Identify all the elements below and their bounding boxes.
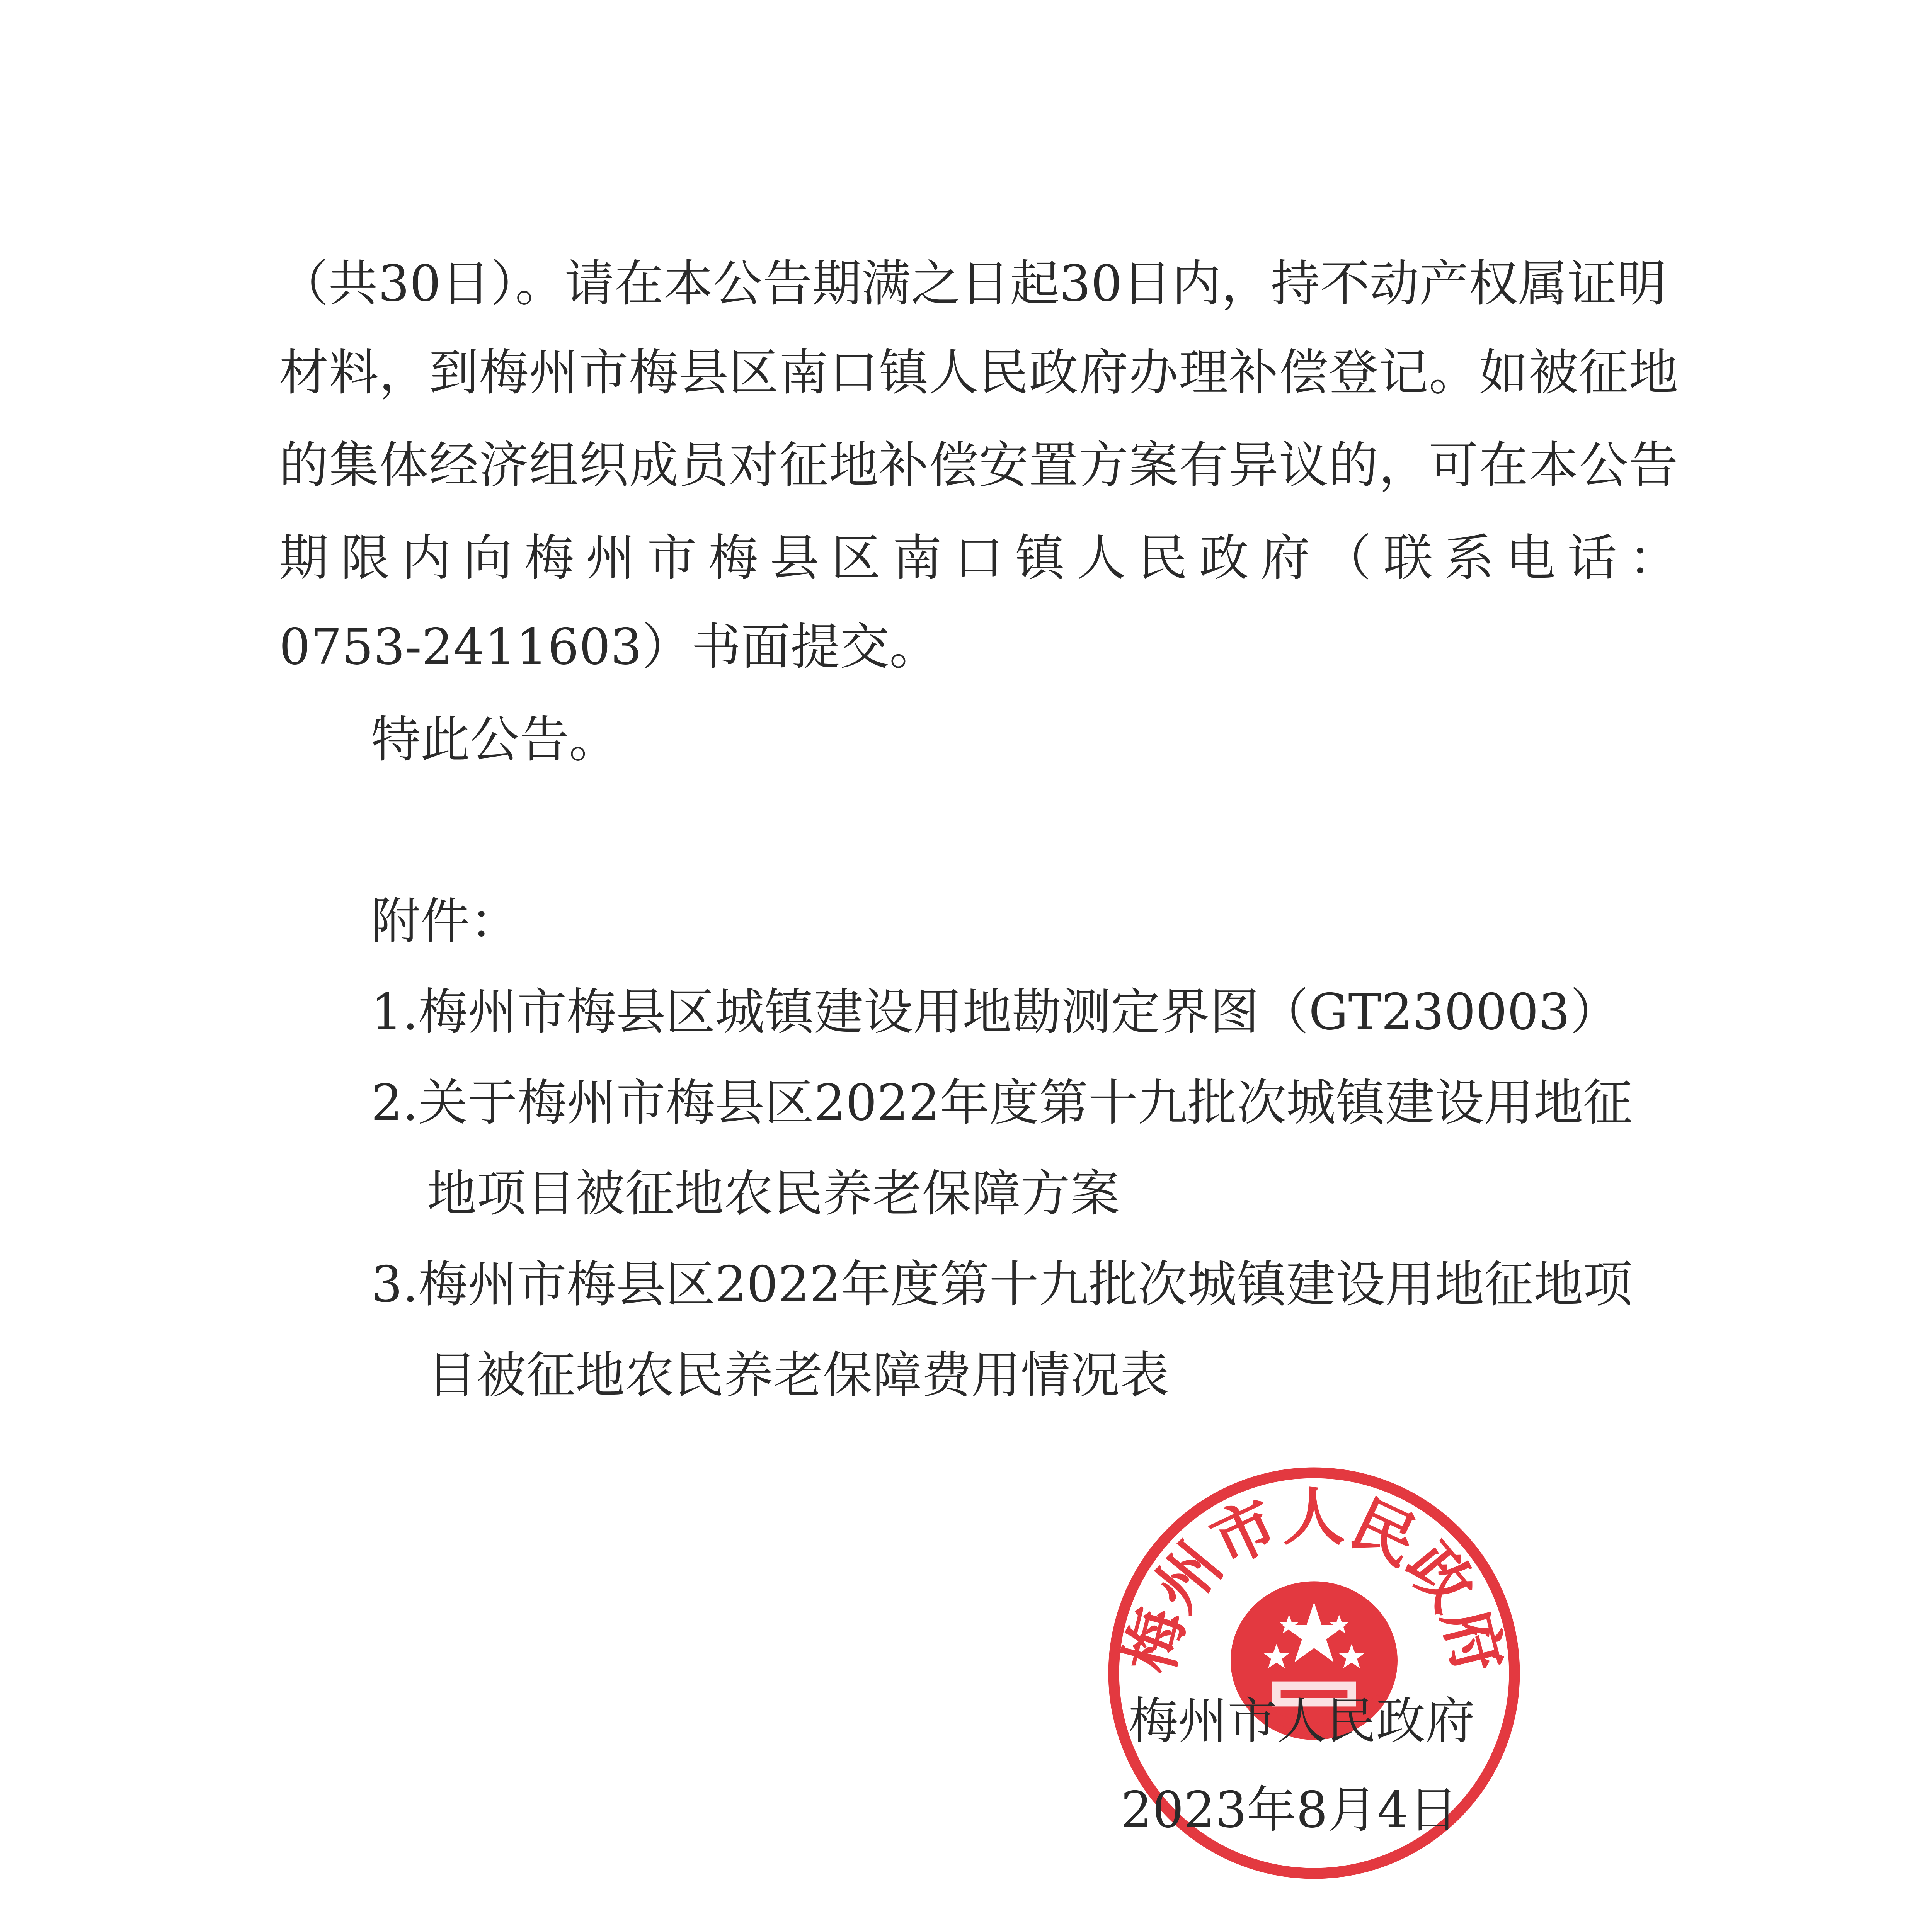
attachment-item-1: 1.梅州市梅县区城镇建设用地勘测定界图（GT230003） bbox=[371, 983, 1620, 1041]
body-line-1: （共30日）。请在本公告期满之日起30日内，持不动产权属证明 bbox=[279, 255, 1667, 313]
closing-text: 特此公告。 bbox=[371, 711, 619, 769]
body-line-4: 期限内向梅州市梅县区南口镇人民政府（联系电话： bbox=[279, 529, 1678, 587]
attachment-item-2-cont: 地项目被征地农民养老保障方案 bbox=[427, 1165, 1120, 1223]
signature-date: 2023年8月4日 bbox=[1121, 1781, 1458, 1839]
body-line-5: 0753-2411603）书面提交。 bbox=[279, 618, 939, 676]
body-line-3: 的集体经济组织成员对征地补偿安置方案有异议的，可在本公告 bbox=[279, 437, 1678, 494]
attachment-item-2: 2.关于梅州市梅县区2022年度第十九批次城镇建设用地征 bbox=[371, 1074, 1633, 1132]
body-line-2: 材料，到梅州市梅县区南口镇人民政府办理补偿登记。如被征地 bbox=[279, 344, 1678, 401]
signature-org: 梅州市人民政府 bbox=[1129, 1692, 1475, 1750]
attachments-heading: 附件： bbox=[371, 893, 520, 950]
attachment-item-3-cont: 目被征地农民养老保障费用情况表 bbox=[427, 1347, 1170, 1404]
seal-text: 梅州市人民政府 bbox=[1112, 1480, 1516, 1680]
attachment-item-3: 3.梅州市梅县区2022年度第十九批次城镇建设用地征地项 bbox=[371, 1256, 1633, 1313]
